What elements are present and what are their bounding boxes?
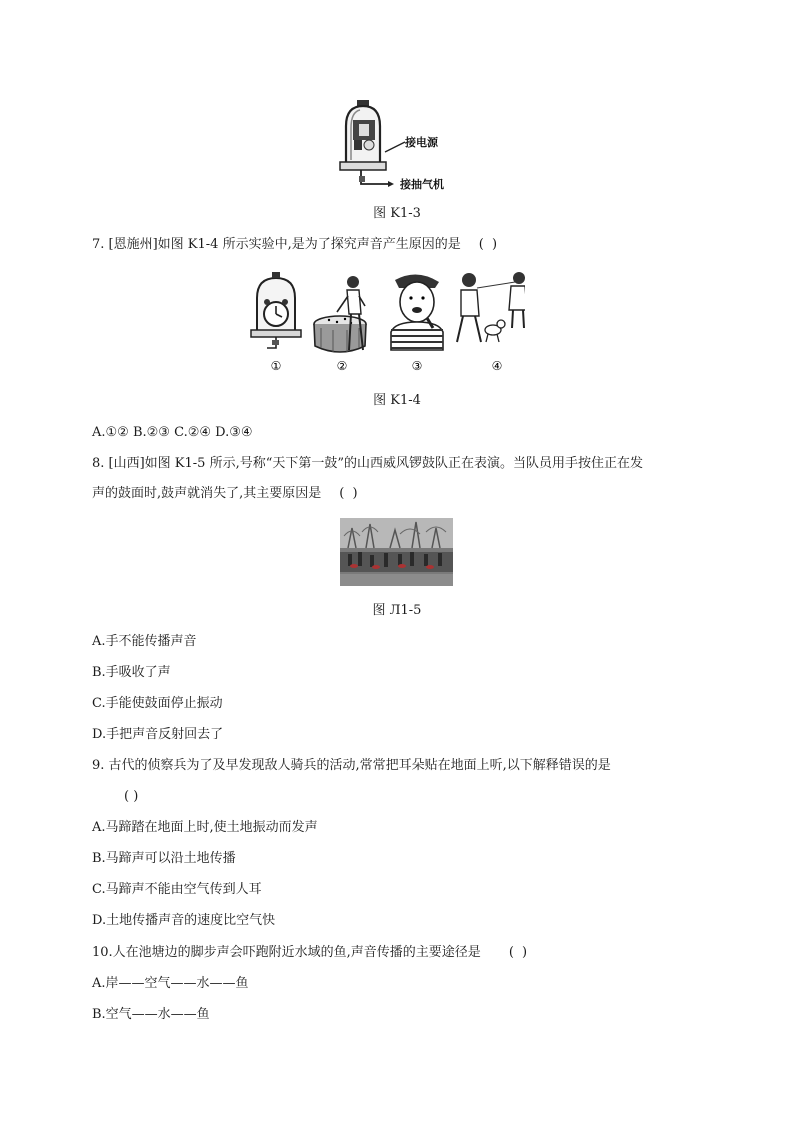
figure-label-4: ④ — [491, 359, 503, 373]
answer-paren: ( ) — [339, 486, 360, 501]
question-10-option-a: A.岸——空气——水——鱼 — [92, 976, 249, 991]
question-8-option-d: D.手把声音反射回去了 — [92, 727, 224, 742]
question-9-stem: 9. 古代的侦察兵为了及早发现敌人骑兵的活动,常常把耳朵贴在地面上听,以下解释错误的是 — [92, 758, 611, 773]
label-pump: 接抽气机 — [400, 178, 444, 191]
question-7 — [92, 236, 499, 254]
question-9-option-c: C.马蹄声不能由空气传到人耳 — [92, 882, 262, 897]
figure-k1-4 — [245, 266, 525, 378]
question-10-stem: 10.人在池塘边的脚步声会吓跑附近水域的鱼,声音传播的主要途径是 — [92, 945, 481, 960]
figure-label-3: ③ — [411, 359, 423, 373]
figure-k1-3-bell-jar — [330, 98, 490, 198]
question-10 — [92, 944, 529, 962]
drum-team-photo — [340, 518, 453, 586]
question-9-option-b: B.马蹄声可以沿土地传播 — [92, 851, 236, 866]
question-8-stem: 声的鼓面时,鼓声就消失了,其主要原因是 — [92, 486, 322, 501]
question-10-option-b: B.空气——水——鱼 — [92, 1007, 210, 1022]
question-8-option-b: B.手吸收了声 — [92, 665, 171, 680]
question-7-stem: 7. [恩施州]如图 K1-4 所示实验中,是为了探究声音产生原因的是 — [92, 237, 461, 252]
answer-paren: ( ) — [508, 945, 530, 960]
bell-jar-clock-icon — [251, 272, 301, 348]
question-7-options: A.①② B.②③ C.②④ D.③④ — [92, 425, 253, 440]
question-9-option-a: A.马蹄踏在地面上时,使土地振动而发声 — [92, 820, 318, 835]
person-throat-icon — [391, 274, 443, 350]
caption-k1-3: 图 K1-3 — [373, 206, 421, 221]
label-power: 接电源 — [405, 136, 438, 149]
question-9-option-d: D.土地传播声音的速度比空气快 — [92, 913, 276, 928]
answer-paren: ( ) — [478, 237, 500, 252]
caption-k1-4: 图 K1-4 — [373, 393, 421, 408]
figure-label-1: ① — [270, 359, 282, 373]
question-8-stem-line2 — [92, 485, 360, 503]
drum-person-icon — [314, 276, 366, 352]
string-telephone-icon — [457, 272, 525, 342]
answer-paren: ( ) — [124, 789, 139, 804]
question-8-stem-line1: 8. [山西]如图 K1-5 所示,号称“天下第一鼓”的山西威风锣鼓队正在表演。当队员用手按住正在发 — [92, 456, 644, 471]
question-8-option-a: A.手不能传播声音 — [92, 634, 197, 649]
figure-label-2: ② — [336, 359, 348, 373]
caption-k1-5: 图 Л1-5 — [372, 603, 422, 618]
question-8-option-c: C.手能使鼓面停止振动 — [92, 696, 223, 711]
